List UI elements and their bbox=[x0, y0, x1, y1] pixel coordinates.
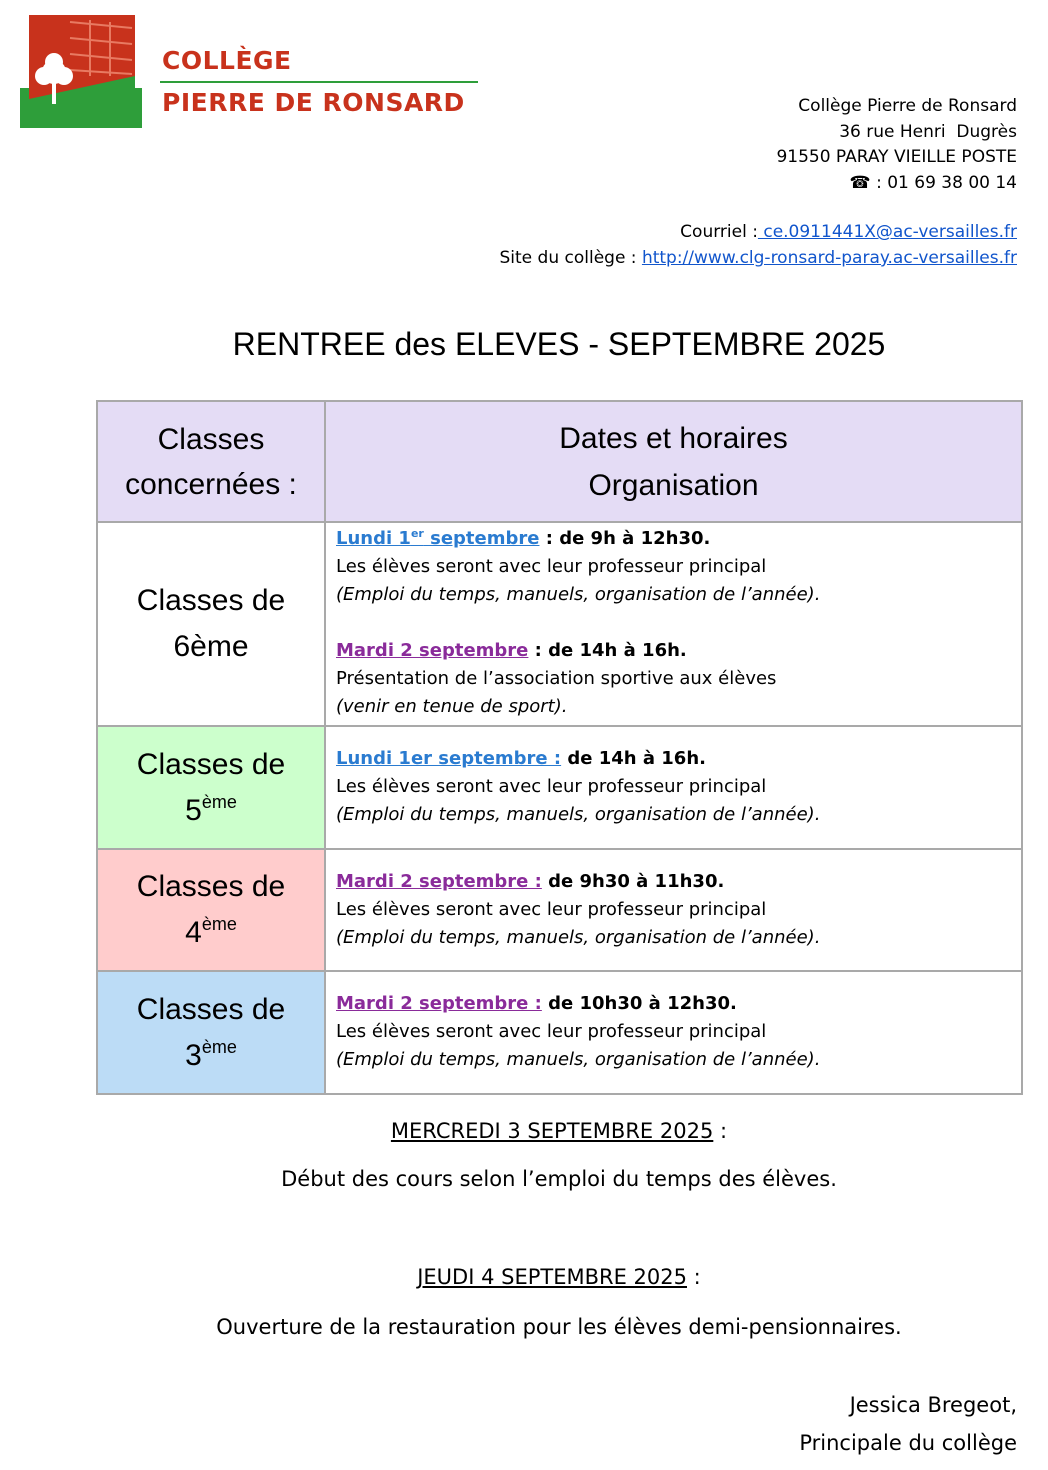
address-name: Collège Pierre de Ronsard bbox=[798, 96, 1017, 116]
note-mercredi-heading bbox=[0, 1119, 1048, 1143]
signature-block bbox=[799, 1386, 1017, 1462]
info-cell-3eme bbox=[325, 971, 1022, 1094]
note-mercredi-text: Début des cours selon l’emploi du temps des élèves. bbox=[281, 1167, 837, 1191]
address-city: 91550 PARAY VIEILLE POSTE bbox=[776, 147, 1017, 167]
class-cell-3eme bbox=[97, 971, 325, 1094]
logo-underline bbox=[160, 81, 478, 83]
address-block bbox=[776, 94, 1017, 196]
date-line bbox=[336, 868, 1013, 896]
desc: Les élèves seront avec leur professeur principal bbox=[336, 776, 767, 797]
time-1: : de 9h à 12h30. bbox=[539, 528, 711, 549]
class-cell-6eme bbox=[97, 522, 325, 726]
site-label: Site du collège : bbox=[499, 248, 642, 268]
table-row-5eme bbox=[97, 726, 1022, 849]
phone-number: : 01 69 38 00 14 bbox=[870, 172, 1017, 193]
desc-2: Présentation de l’association sportive aux élèves bbox=[336, 668, 777, 689]
class-level: 4ème bbox=[185, 914, 237, 949]
desc: Les élèves seront avec leur professeur principal bbox=[336, 1021, 767, 1042]
date-line bbox=[336, 990, 1013, 1018]
time: de 10h30 à 12h30. bbox=[541, 993, 737, 1014]
note: (Emploi du temps, manuels, organisation de l’année). bbox=[336, 927, 821, 948]
phone-icon: ☎ bbox=[849, 172, 871, 193]
class-level: 5ème bbox=[185, 791, 237, 827]
college-logo bbox=[20, 14, 465, 128]
note-date: MERCREDI 3 SEPTEMBRE 2025 bbox=[390, 1119, 714, 1143]
email-link[interactable]: ce.0911441X@ac-versailles.fr bbox=[757, 222, 1017, 242]
time: de 14h à 16h. bbox=[561, 748, 706, 769]
header-classes-l1: Classes bbox=[157, 422, 265, 456]
header-classes-l2: concernées : bbox=[125, 467, 297, 501]
class-label: Classes de bbox=[136, 870, 286, 903]
signature-role: Principale du collège bbox=[799, 1431, 1017, 1455]
header-dates-l1: Dates et horaires bbox=[559, 421, 788, 455]
class-label: Classes de bbox=[136, 747, 286, 781]
note-date: JEUDI 4 SEPTEMBRE 2025 bbox=[417, 1265, 687, 1289]
note-jeudi-text: Ouverture de la restauration pour les élèves demi-pensionnaires. bbox=[216, 1315, 902, 1339]
header-classes bbox=[97, 401, 325, 522]
info-cell-6eme bbox=[325, 522, 1022, 726]
note: (Emploi du temps, manuels, organisation de l’année). bbox=[336, 804, 821, 825]
date-mardi: Mardi 2 septembre : bbox=[336, 871, 542, 892]
schedule-table bbox=[96, 400, 1023, 1095]
class-label: Classes de bbox=[136, 992, 286, 1026]
class-cell-4eme bbox=[97, 849, 325, 971]
page-title: RENTREE des ELEVES - SEPTEMBRE 2025 bbox=[232, 326, 886, 362]
note-colon: : bbox=[713, 1119, 728, 1143]
date-lundi: Lundi 1er septembre bbox=[336, 527, 540, 549]
email-label: Courriel : bbox=[680, 222, 758, 242]
email-line bbox=[499, 219, 1017, 245]
note-1: (Emploi du temps, manuels, organisation de l’année). bbox=[336, 584, 821, 605]
contact-block bbox=[499, 219, 1017, 271]
site-link[interactable]: http://www.clg-ronsard-paray.ac-versailles.fr bbox=[641, 248, 1017, 268]
info-cell-5eme bbox=[325, 726, 1022, 849]
note-2: (venir en tenue de sport). bbox=[336, 696, 568, 717]
address-street: 36 rue Henri Dugrès bbox=[839, 121, 1017, 142]
desc-1: Les élèves seront avec leur professeur principal bbox=[336, 556, 767, 577]
table-row-3eme bbox=[97, 971, 1022, 1094]
date-line bbox=[336, 745, 1013, 773]
logo-line2: PIERRE DE RONSARD bbox=[162, 88, 465, 117]
logo-line1: COLLÈGE bbox=[162, 46, 292, 75]
date-mardi: Mardi 2 septembre bbox=[336, 640, 529, 661]
date-mardi: Mardi 2 septembre : bbox=[336, 993, 542, 1014]
date-lundi: Lundi 1er septembre : bbox=[336, 748, 562, 769]
desc: Les élèves seront avec leur professeur principal bbox=[336, 899, 767, 920]
table-row-6eme bbox=[97, 522, 1022, 726]
note-colon: : bbox=[687, 1265, 701, 1289]
table-header-row bbox=[97, 401, 1022, 522]
info-cell-4eme bbox=[325, 849, 1022, 971]
date-line-1 bbox=[336, 525, 1013, 553]
time: de 9h30 à 11h30. bbox=[541, 871, 725, 892]
address-phone bbox=[776, 171, 1017, 197]
time-2: : de 14h à 16h. bbox=[528, 640, 687, 661]
class-level: 3ème bbox=[185, 1036, 237, 1072]
class-level: 6ème bbox=[173, 630, 249, 663]
header-dates-l2: Organisation bbox=[588, 468, 759, 502]
header-dates bbox=[325, 401, 1022, 522]
site-line bbox=[499, 245, 1017, 271]
note-jeudi-heading bbox=[0, 1265, 1048, 1289]
class-cell-5eme bbox=[97, 726, 325, 849]
table-row-4eme bbox=[97, 849, 1022, 971]
class-label: Classes de bbox=[136, 584, 286, 617]
date-line-2 bbox=[336, 637, 1013, 665]
note: (Emploi du temps, manuels, organisation de l’année). bbox=[336, 1049, 821, 1070]
signature-name: Jessica Bregeot, bbox=[849, 1393, 1017, 1417]
